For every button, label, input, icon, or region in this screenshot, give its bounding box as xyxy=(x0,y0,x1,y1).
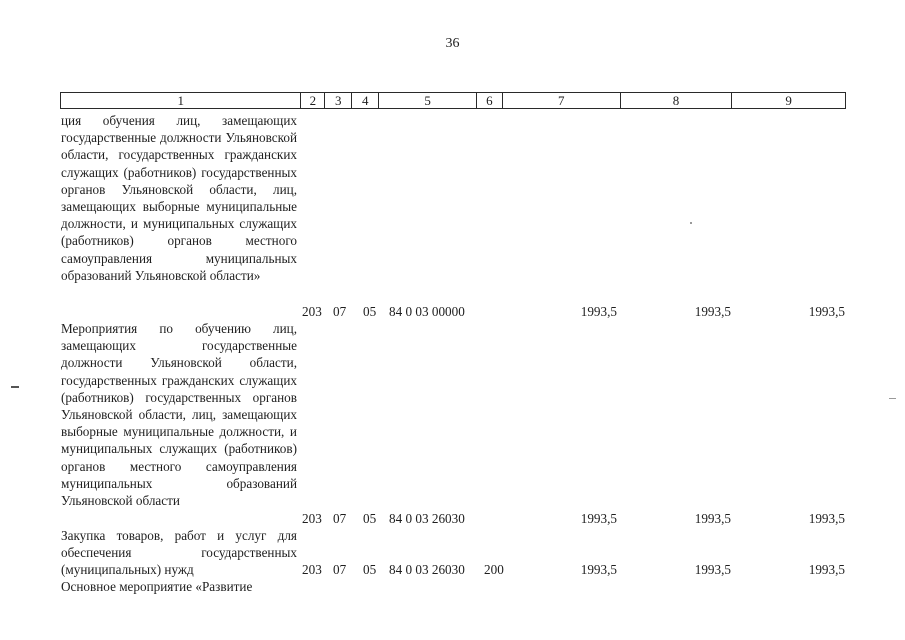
code-vr: 200 xyxy=(484,562,504,577)
scan-dot xyxy=(690,222,692,224)
header-col-8: 8 xyxy=(621,93,733,108)
header-col-3: 3 xyxy=(325,93,352,108)
header-col-1: 1 xyxy=(61,93,301,108)
header-col-9: 9 xyxy=(785,93,792,108)
table-header-row xyxy=(60,92,846,109)
code-csr: 84 0 03 00000 xyxy=(389,304,465,319)
code-csr: 84 0 03 26030 xyxy=(389,511,465,526)
row-description: Основное мероприятие «Развитие xyxy=(61,579,253,594)
code-rzd: 203 xyxy=(302,511,322,526)
code-kc: 05 xyxy=(363,511,377,526)
header-col-7: 7 xyxy=(503,93,621,108)
code-kc: 05 xyxy=(363,304,377,319)
header-col-4: 4 xyxy=(352,93,379,108)
value-col-8: 1993,5 xyxy=(694,304,731,319)
header-col-2: 2 xyxy=(301,93,325,108)
value-col-7: 1993,5 xyxy=(580,511,617,526)
value-col-7: 1993,5 xyxy=(580,304,617,319)
code-pr: 07 xyxy=(333,562,347,577)
scan-mark xyxy=(11,386,19,388)
value-col-7: 1993,5 xyxy=(580,562,617,577)
code-rzd: 203 xyxy=(302,304,322,319)
header-col-5: 5 xyxy=(379,93,477,108)
code-kc: 05 xyxy=(363,562,377,577)
value-col-8: 1993,5 xyxy=(694,511,731,526)
value-col-9: 1993,5 xyxy=(808,304,845,319)
code-pr: 07 xyxy=(333,304,347,319)
value-col-9: 1993,5 xyxy=(808,511,845,526)
value-col-8: 1993,5 xyxy=(694,562,731,577)
header-col-6: 6 xyxy=(477,93,503,108)
row-description: Закупка товаров, работ и услуг для обеспечения государственных (муниципальных) нужд xyxy=(61,528,297,578)
row-description: Мероприятия по обучению лиц, замещающих государственные должности Ульяновской области, государственных гражданских служащих (работников) государственных органов Ульяновской области, лиц, замещающих выборные муниципальные должности, и муниципальных служащих (работников) органов местного самоуправления муниципальных образований Ульяновской области xyxy=(61,321,297,509)
value-col-9: 1993,5 xyxy=(808,562,845,577)
row-description: ция обучения лиц, замещающих государственные должности Ульяновской области, государственных гражданских служащих (работников) государственных органов Ульяновской области, лиц, замещающих выборные муниципальные должности, и муниципальных служащих (работников) органов местного самоуправления муниципальных образований Ульяновской области» xyxy=(61,113,297,283)
code-csr: 84 0 03 26030 xyxy=(389,562,465,577)
page-number: 36 xyxy=(445,36,460,51)
code-pr: 07 xyxy=(333,511,347,526)
scan-mark xyxy=(889,398,896,399)
code-rzd: 203 xyxy=(302,562,322,577)
